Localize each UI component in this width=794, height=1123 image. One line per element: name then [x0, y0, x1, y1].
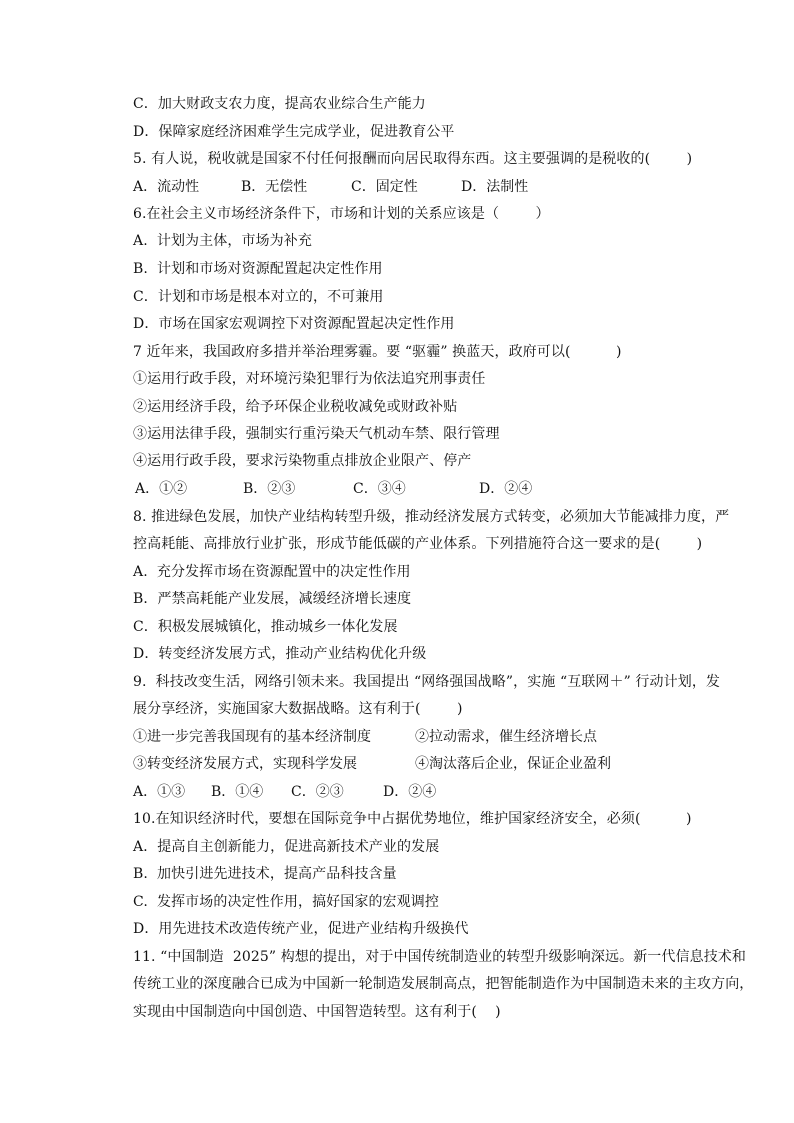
q6-option-c: C．计划和市场是根本对立的，不可兼用 — [133, 289, 384, 305]
q10-option-a: A．提高自主创新能力，促进高新技术产业的发展 — [133, 839, 440, 855]
q5-stem: 5. 有人说，税收就是国家不付任何报酬而向居民取得东西。这主要强调的是税收的( ) — [133, 151, 693, 167]
q10-option-d: D．用先进技术改造传统产业，促进产业结构升级换代 — [133, 921, 469, 937]
q7-choice-d: D．②④ — [479, 481, 533, 497]
q7-choice-c: C．③④ — [353, 481, 406, 497]
q7-choice-b: B．②③ — [243, 481, 296, 497]
q9-choice-a: A．①③ — [133, 784, 186, 800]
q11-stem-line3: 实现由中国制造向中国创造、中国智造转型。这有利于( ) — [133, 1004, 501, 1020]
q5-choice-d: D．法制性 — [461, 179, 529, 195]
q9-stem-line2: 展分享经济，实施国家大数据战略。这有利于( ) — [133, 701, 463, 717]
q9-choice-b: B．①④ — [211, 784, 264, 800]
q7-stem: 7 近年来，我国政府多措并举治理雾霾。要 “驱霾” 换蓝天，政府可以( ) — [133, 344, 622, 360]
q7-statement-2: ②运用经济手段，给予环保企业税收减免或财政补贴 — [133, 399, 458, 415]
q11-stem-line1: 11. “中国制造 2025” 构想的提出，对于中国传统制造业的转型升级影响深远。新一代信息技术和 — [133, 949, 747, 965]
q9-statement-1: ①进一步完善我国现有的基本经济制度 — [133, 729, 371, 745]
q9-statement-3: ③转变经济发展方式，实现科学发展 — [133, 756, 357, 772]
q7-statement-4: ④运用行政手段，要求污染物重点排放企业限产、停产 — [133, 453, 472, 469]
q9-choice-c: C．②③ — [291, 784, 344, 800]
q8-option-c: C．积极发展城镇化，推动城乡一体化发展 — [133, 619, 398, 635]
q6-stem: 6.在社会主义市场经济条件下，市场和计划的关系应该是（ ） — [133, 206, 550, 222]
q10-option-c: C. 发挥市场的决定性作用，搞好国家的宏观调控 — [133, 894, 439, 910]
q5-choice-c: C．固定性 — [351, 179, 418, 195]
q8-option-b: B．严禁高耗能产业发展，减缓经济增长速度 — [133, 591, 412, 607]
q8-stem-line1: 8. 推进绿色发展，加快产业结构转型升级，推动经济发展方式转变，必须加大节能减排力度，严 — [133, 509, 730, 525]
q6-option-d: D．市场在国家宏观调控下对资源配置起决定性作用 — [133, 316, 455, 332]
q7-choice-a: A．①② — [135, 481, 188, 497]
q6-option-a: A. 计划为主体，市场为补充 — [133, 233, 312, 249]
q10-option-b: B. 加快引进先进技术，提高产品科技含量 — [133, 866, 397, 882]
q4-option-c: C．加大财政支农力度，提高农业综合生产能力 — [133, 96, 426, 112]
q7-statement-1: ①运用行政手段，对环境污染犯罪行为依法追究刑事责任 — [133, 371, 486, 387]
q8-option-d: D．转变经济发展方式，推动产业结构优化升级 — [133, 646, 427, 662]
q11-stem-line2: 传统工业的深度融合已成为中国新一轮制造发展制高点，把智能制造作为中国制造未来的主攻方向， — [133, 976, 754, 992]
q5-choice-a: A．流动性 — [133, 179, 200, 195]
q9-statement-4: ④淘汰落后企业，保证企业盈利 — [415, 756, 611, 772]
q7-statement-3: ③运用法律手段，强制实行重污染天气机动车禁、限行管理 — [133, 426, 500, 442]
q8-stem-line2: 控高耗能、高排放行业扩张，形成节能低碳的产业体系。下列措施符合这一要求的是( ) — [133, 536, 703, 552]
q6-option-b: B. 计划和市场对资源配置起决定性作用 — [133, 261, 383, 277]
q9-choice-d: D．②④ — [383, 784, 437, 800]
q9-stem-line1: 9. 科技改变生活，网络引领未来。我国提出 “网络强国战略”，实施 “互联网＋” 行动计划，发 — [133, 674, 721, 690]
q8-option-a: A. 充分发挥市场在资源配置中的决定性作用 — [133, 564, 411, 580]
q10-stem: 10.在知识经济时代，要想在国际竞争中占据优势地位，维护国家经济安全，必须( ) — [133, 811, 692, 827]
q9-statement-2: ②拉动需求，催生经济增长点 — [415, 729, 597, 745]
q5-choice-b: B．无偿性 — [241, 179, 308, 195]
q4-option-d: D．保障家庭经济困难学生完成学业，促进教育公平 — [133, 124, 455, 140]
